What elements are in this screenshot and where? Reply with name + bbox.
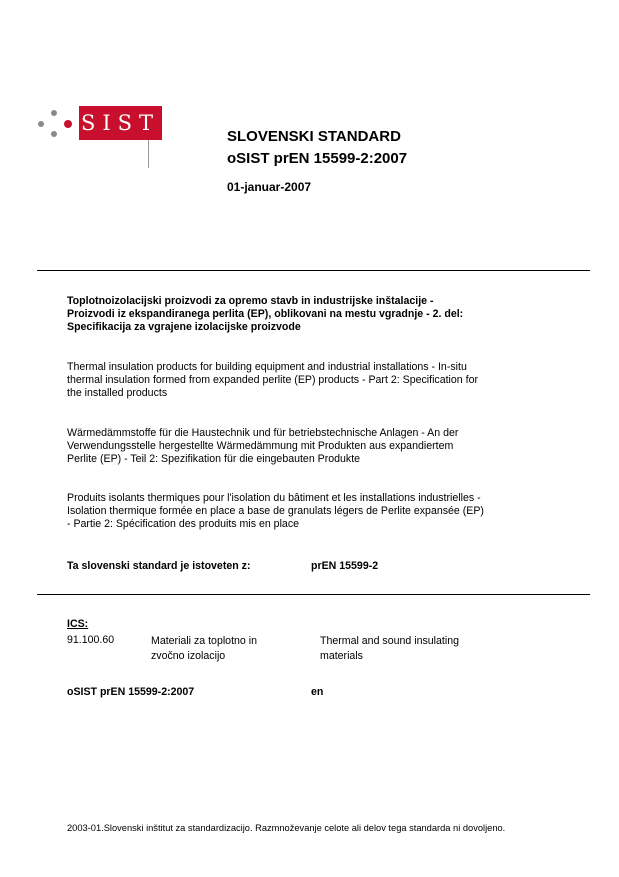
ics-sl-line: zvočno izolacijo [151, 650, 226, 662]
ics-slovenian-description [151, 634, 257, 664]
bottom-rule [37, 594, 590, 595]
logo-dot-right [64, 120, 72, 128]
standard-type: SLOVENSKI STANDARD [227, 128, 401, 145]
ics-english-description [320, 634, 459, 664]
ics-heading: ICS: [67, 618, 89, 630]
standard-designation: oSIST prEN 15599-2:2007 [227, 150, 408, 167]
publication-date: 01-januar-2007 [227, 180, 312, 194]
title-de-line: Verwendungsstelle hergestellte Wärmedämmung mit Produkten aus expandiertem [67, 440, 454, 452]
copyright-notice: 2003-01.Slovenski inštitut za standardizacijo. Razmnoževanje celote ali delov tega standarda ni dovoljeno. [67, 823, 506, 833]
ics-code: 91.100.60 [67, 634, 115, 646]
title-english [67, 361, 567, 400]
title-fr-line: Isolation thermique formée en place a base de granulats légers de Perlite expansée (EP) [67, 505, 484, 517]
logo-dot-top [51, 110, 57, 116]
footer-designation: oSIST prEN 15599-2:2007 [67, 686, 195, 698]
logo-dot-bottom [51, 131, 57, 137]
ics-en-line: materials [320, 650, 363, 662]
title-sl-line: Specifikacija za vgrajene izolacijske proizvode [67, 321, 301, 333]
title-en-line: the installed products [67, 387, 168, 399]
identical-value: prEN 15599-2 [311, 560, 379, 572]
title-de-line: Perlite (EP) - Teil 2: Spezifikation für die eingebauten Produkte [67, 453, 361, 465]
title-slovenian [67, 295, 567, 334]
logo-dot-left [38, 121, 44, 127]
ics-en-line: Thermal and sound insulating [320, 635, 459, 647]
title-sl-line: Toplotnoizolacijski proizvodi za opremo stavb in industrijske inštalacije - [67, 295, 434, 307]
language-code: en [311, 686, 324, 698]
identical-label: Ta slovenski standard je istoveten z: [67, 560, 251, 572]
title-fr-line: - Partie 2: Spécification des produits mis en place [67, 518, 300, 530]
title-en-line: thermal insulation formed from expanded perlite (EP) products - Part 2: Specification for [67, 374, 478, 386]
logo-text: SIST [80, 111, 161, 135]
title-german [67, 427, 567, 466]
ics-sl-line: Materiali za toplotno in [151, 635, 257, 647]
title-en-line: Thermal insulation products for building equipment and industrial installations - In-situ [67, 361, 467, 373]
title-french [67, 492, 572, 531]
title-fr-line: Produits isolants thermiques pour l'isolation du bâtiment et les installations industrielles - [67, 492, 481, 504]
top-rule [37, 270, 590, 271]
title-de-line: Wärmedämmstoffe für die Haustechnik und für betriebstechnische Anlagen - An der [67, 427, 459, 439]
logo-divider [148, 140, 149, 168]
title-sl-line: Proizvodi iz ekspandiranega perlita (EP), oblikovani na mestu vgradnje - 2. del: [67, 308, 464, 320]
